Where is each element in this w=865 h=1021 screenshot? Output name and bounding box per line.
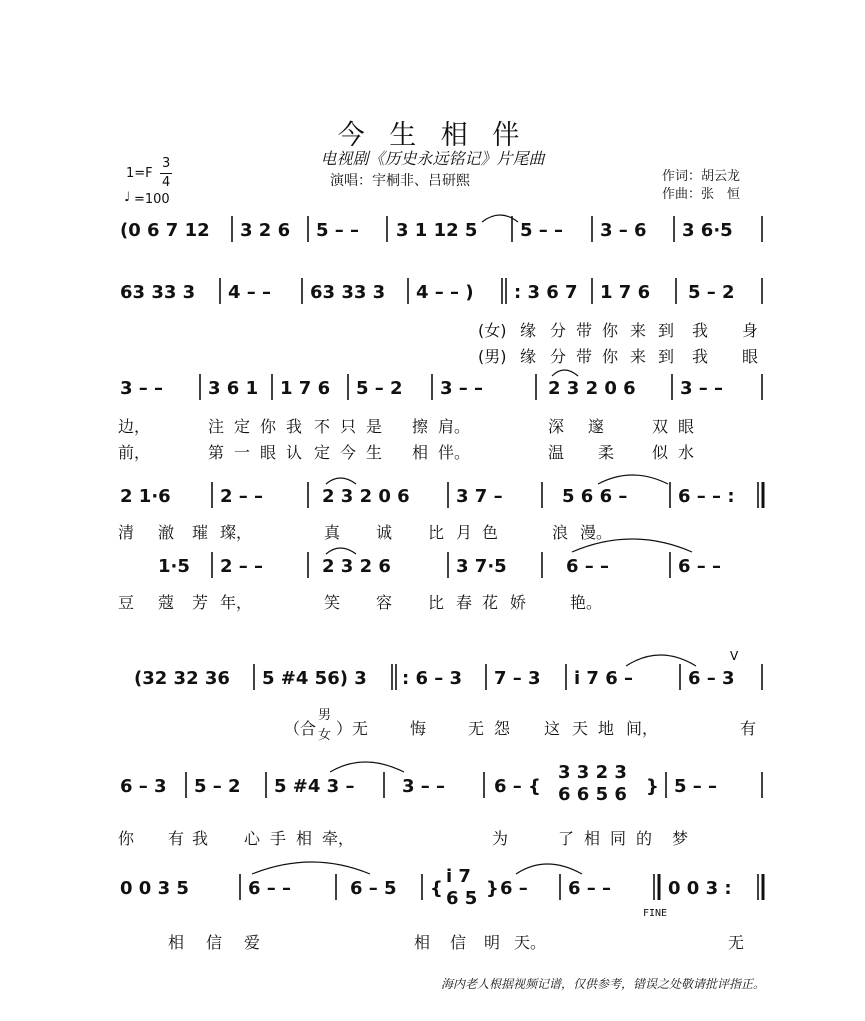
svg-text:}: } xyxy=(646,776,659,797)
tempo-marking: =100 xyxy=(134,192,170,207)
lyric-line-4 xyxy=(112,520,767,542)
lyric-word: 艳。 xyxy=(570,593,603,612)
svg-text:3 6 1: 3 6 1 xyxy=(208,378,259,399)
lyric-word: 娇 xyxy=(510,593,527,612)
lyric-word: 信 xyxy=(450,933,467,952)
svg-text:0 0 3 5: 0 0 3 5 xyxy=(120,878,189,899)
lyric-word: 清 xyxy=(118,523,135,542)
svg-text:5 – –: 5 – – xyxy=(316,220,360,241)
lyric-word: 认 xyxy=(286,443,303,462)
svg-text:5 – –: 5 – – xyxy=(520,220,564,241)
lyric-word: 你 xyxy=(118,829,135,848)
lyric-word: 缘 xyxy=(520,321,537,340)
lyric-word: 怨 xyxy=(494,719,511,738)
lyric-word: （合 xyxy=(284,719,317,738)
lyric-word: 相 xyxy=(412,443,429,462)
music-line-8 xyxy=(112,866,767,909)
lyric-word: 我 xyxy=(692,347,709,366)
lyric-word: 地 xyxy=(598,719,615,738)
lyric-word: (男) xyxy=(478,347,507,366)
lyric-line-5 xyxy=(112,590,767,612)
lyric-word: 擦 xyxy=(412,417,429,436)
svg-text:7 – 3: 7 – 3 xyxy=(494,668,541,689)
lyric-line-6 xyxy=(112,710,767,750)
svg-text:4 – –: 4 – – xyxy=(228,282,272,303)
svg-text:i 7 6 –: i 7 6 – xyxy=(574,668,634,689)
time-signature-top: 3 xyxy=(162,156,171,171)
lyric-word: 比 xyxy=(428,593,445,612)
lyric-word: 眼 xyxy=(678,417,695,436)
lyric-word: 真 xyxy=(324,523,341,542)
svg-text:1 7 6: 1 7 6 xyxy=(280,378,331,399)
svg-text:6 – 3: 6 – 3 xyxy=(120,776,167,797)
lyric-word: 第 xyxy=(208,443,225,462)
music-line-2-notes xyxy=(112,274,767,314)
lyric-word: 有 xyxy=(168,829,185,848)
lyric-word: 到 xyxy=(658,347,675,366)
lyric-word: 手 xyxy=(270,829,287,848)
lyric-word: 定 xyxy=(234,417,251,436)
lyric-word: 春 xyxy=(456,593,473,612)
lyric-word: 月 xyxy=(456,523,473,542)
lyricist: 作词：胡云龙 xyxy=(662,169,741,184)
svg-text:3 – –: 3 – – xyxy=(120,378,164,399)
lyric-word: 同 xyxy=(610,829,627,848)
key-signature: 1=F xyxy=(126,166,153,181)
lyric-word: 分 xyxy=(550,347,567,366)
lyric-line-3b xyxy=(112,440,767,462)
lyric-word: 邃 xyxy=(588,417,605,436)
svg-text:2 – –: 2 – – xyxy=(220,486,264,507)
lyric-word: 相 xyxy=(296,829,313,848)
lyric-word: 明 xyxy=(484,933,501,952)
lyric-word: 无 xyxy=(468,719,485,738)
lyric-word: 我 xyxy=(286,417,303,436)
svg-text:(0 6 7 12: (0 6 7 12 xyxy=(120,220,210,241)
svg-text:4 – – ): 4 – – ) xyxy=(416,282,474,303)
svg-text:(32 32 36: (32 32 36 xyxy=(134,668,230,689)
lyric-word: 前， xyxy=(118,443,151,462)
svg-text:{: { xyxy=(430,878,443,899)
svg-text:3 7 –: 3 7 – xyxy=(456,486,503,507)
music-line-4-notes xyxy=(112,478,767,518)
lyric-word: 缘 xyxy=(520,347,537,366)
music-line-3-notes xyxy=(112,370,767,410)
svg-text:2 3 2 0 6: 2 3 2 0 6 xyxy=(322,486,410,507)
lyric-word: 诚 xyxy=(376,523,393,542)
time-signature-rule xyxy=(160,173,172,174)
svg-text:6 – –: 6 – – xyxy=(678,556,722,577)
lyric-word: 是 xyxy=(366,417,383,436)
lyric-line-3a xyxy=(112,414,767,436)
lyric-line-male xyxy=(112,344,767,366)
lyric-word: 笑 xyxy=(324,593,341,612)
music-line-6 xyxy=(112,649,767,694)
lyric-line-7 xyxy=(112,826,767,848)
music-line-2 xyxy=(112,274,767,308)
lyric-word: 色 xyxy=(482,523,499,542)
lyric-word: 悔 xyxy=(410,719,427,738)
lyric-word: 边， xyxy=(118,417,151,436)
lyric-word: 生 xyxy=(366,443,383,462)
lyric-word: 来 xyxy=(630,321,647,340)
music-line-7-notes xyxy=(112,762,767,808)
svg-text:5 – 2: 5 – 2 xyxy=(194,776,241,797)
svg-text:3 – –: 3 – – xyxy=(402,776,446,797)
lyric-word: ）无 xyxy=(336,719,369,738)
svg-text:1·5: 1·5 xyxy=(158,556,190,577)
lyric-word: 天 xyxy=(572,719,589,738)
lyric-word: 这 xyxy=(544,719,561,738)
svg-text:i 7: i 7 xyxy=(446,866,471,887)
quarter-note-icon: ♩ xyxy=(124,190,131,205)
lyric-word: 梦 xyxy=(672,829,689,848)
music-line-3 xyxy=(112,370,767,404)
music-line-5 xyxy=(112,548,767,582)
lyric-word: 爱 xyxy=(244,933,261,952)
lyric-word: 定 xyxy=(314,443,331,462)
lyric-word: 你 xyxy=(602,347,619,366)
lyric-word: 肩。 xyxy=(438,417,471,436)
lyric-word: 芳 xyxy=(192,593,209,612)
lyric-word: 到 xyxy=(658,321,675,340)
svg-text:6 –: 6 – xyxy=(500,878,528,899)
music-line-5-notes xyxy=(112,548,767,588)
svg-text:: 6 – 3: : 6 – 3 xyxy=(402,668,463,689)
svg-text:6 – –: 6 – – xyxy=(248,878,292,899)
song-subtitle: 电视剧《历史永远铭记》片尾曲 xyxy=(320,149,545,168)
svg-text:5 6 6 –: 5 6 6 – xyxy=(562,486,628,507)
lyric-word: 花 xyxy=(482,593,499,612)
lyric-word: 一 xyxy=(234,443,251,462)
svg-text:: 3 6 7: : 3 6 7 xyxy=(514,282,578,303)
svg-text:2 3 2 6: 2 3 2 6 xyxy=(322,556,391,577)
music-line-4 xyxy=(112,478,767,512)
lyric-word: 为 xyxy=(492,829,509,848)
lyric-word: 豆 xyxy=(118,593,135,612)
svg-text:3 – 6: 3 – 6 xyxy=(600,220,647,241)
lyric-word: 漫。 xyxy=(580,523,613,542)
svg-text:6 – –: 6 – – xyxy=(568,878,612,899)
lyric-word: 只 xyxy=(340,417,357,436)
lyric-line-8 xyxy=(112,930,767,952)
lyric-word: 澈 xyxy=(158,523,175,542)
svg-text:0 0 3 :: 0 0 3 : xyxy=(668,878,732,899)
lyric-word: 璀 xyxy=(192,523,209,542)
lyric-word: 注 xyxy=(208,417,225,436)
svg-text:5 #4 3 –: 5 #4 3 – xyxy=(274,776,355,797)
lyric-word: 柔 xyxy=(598,443,615,462)
lyric-word: 男 xyxy=(318,708,332,723)
lyric-word: 相 xyxy=(584,829,601,848)
singers: 演唱：宇桐非、吕研熙 xyxy=(330,173,470,189)
lyric-word: 无 xyxy=(728,933,745,952)
svg-text:3 – –: 3 – – xyxy=(440,378,484,399)
lyric-word: 牵， xyxy=(322,829,355,848)
svg-text:3 3 2 3: 3 3 2 3 xyxy=(558,762,627,783)
music-line-6-notes xyxy=(112,649,767,700)
svg-text:3 1 12 5: 3 1 12 5 xyxy=(396,220,478,241)
svg-text:5 – 2: 5 – 2 xyxy=(688,282,735,303)
lyric-word: 蔻 xyxy=(158,593,175,612)
composer: 作曲：张 恒 xyxy=(662,187,741,202)
svg-text:2 1·6: 2 1·6 xyxy=(120,486,171,507)
svg-text:}: } xyxy=(486,878,499,899)
lyric-word: 了 xyxy=(558,829,575,848)
svg-text:2 3 2 0 6: 2 3 2 0 6 xyxy=(548,378,636,399)
music-line-8-notes xyxy=(112,866,767,914)
lyric-line-female xyxy=(112,318,767,340)
lyric-word: 你 xyxy=(260,417,277,436)
lyric-word: 心 xyxy=(244,829,261,848)
svg-text:5 #4 56) 3: 5 #4 56) 3 xyxy=(262,668,367,689)
lyric-word: 似 xyxy=(652,443,669,462)
svg-text:6 – – :: 6 – – : xyxy=(678,486,735,507)
breath-mark: V xyxy=(730,649,739,663)
svg-text:1 7 6: 1 7 6 xyxy=(600,282,651,303)
lyric-word: 璨， xyxy=(220,523,253,542)
lyric-word: 水 xyxy=(678,443,695,462)
svg-text:3 6·5: 3 6·5 xyxy=(682,220,733,241)
lyric-word: 女 xyxy=(318,728,332,743)
lyric-word: 伴。 xyxy=(438,443,471,462)
lyric-word: 眼 xyxy=(260,443,277,462)
song-title: 今 生 相 伴 xyxy=(337,120,528,151)
svg-text:6 – –: 6 – – xyxy=(566,556,610,577)
lyric-word: 带 xyxy=(576,347,593,366)
svg-text:3 2 6: 3 2 6 xyxy=(240,220,291,241)
svg-text:6 – {: 6 – { xyxy=(494,776,541,797)
lyric-word: 分 xyxy=(550,321,567,340)
lyric-word: 眼 xyxy=(742,347,759,366)
lyric-word: 相 xyxy=(168,933,185,952)
lyric-word: 今 xyxy=(340,443,357,462)
fine-mark: FINE xyxy=(643,908,668,919)
lyric-word: 比 xyxy=(428,523,445,542)
lyric-word: 容 xyxy=(376,593,393,612)
svg-text:6 5: 6 5 xyxy=(446,888,478,909)
lyric-word: 信 xyxy=(206,933,223,952)
lyric-word: 我 xyxy=(192,829,209,848)
lyric-word: 深 xyxy=(548,417,565,436)
svg-text:63 33 3: 63 33 3 xyxy=(310,282,386,303)
lyric-word: 天。 xyxy=(514,933,547,952)
lyric-word: 温 xyxy=(548,443,565,462)
svg-text:5 – –: 5 – – xyxy=(674,776,718,797)
lyric-word: 你 xyxy=(602,321,619,340)
lyric-word: 间， xyxy=(626,719,659,738)
lyric-word: 不 xyxy=(314,417,331,436)
lyric-word: 有 xyxy=(740,719,757,738)
svg-text:2 – –: 2 – – xyxy=(220,556,264,577)
music-line-7 xyxy=(112,762,767,805)
svg-text:6 6 5 6: 6 6 5 6 xyxy=(558,784,627,805)
lyric-word: 带 xyxy=(576,321,593,340)
music-line-1-notes xyxy=(112,212,767,252)
lyric-word: 我 xyxy=(692,321,709,340)
svg-text:6 – 5: 6 – 5 xyxy=(350,878,397,899)
lyric-word: 的 xyxy=(636,829,653,848)
svg-text:5 – 2: 5 – 2 xyxy=(356,378,403,399)
lyric-word: 身 xyxy=(742,321,759,340)
lyric-word: 相 xyxy=(414,933,431,952)
lyric-word: 浪 xyxy=(552,523,569,542)
lyric-word: 双 xyxy=(652,417,669,436)
lyric-word: 年， xyxy=(220,593,253,612)
footer-note: 海内老人根据视频记谱，仅供参考，错误之处敬请批评指正。 xyxy=(440,977,765,991)
lyric-word: (女) xyxy=(478,321,507,340)
svg-text:6 – 3: 6 – 3 xyxy=(688,668,735,689)
lyric-word: 来 xyxy=(630,347,647,366)
svg-text:63 33 3: 63 33 3 xyxy=(120,282,196,303)
music-line-1 xyxy=(112,212,767,246)
svg-text:3 – –: 3 – – xyxy=(680,378,724,399)
time-signature-bottom: 4 xyxy=(162,175,171,190)
svg-text:3 7·5: 3 7·5 xyxy=(456,556,507,577)
